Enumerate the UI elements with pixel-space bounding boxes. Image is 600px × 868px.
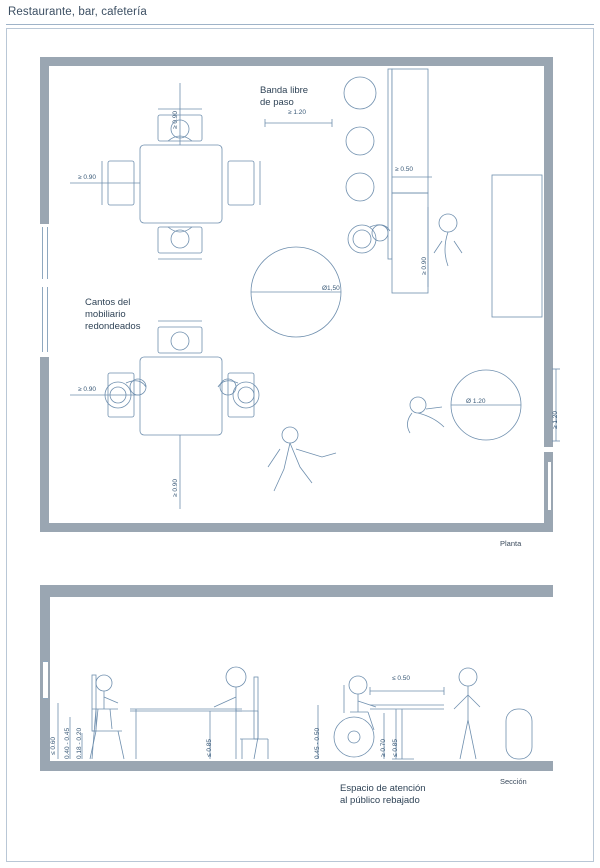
dim-table-top-090: ≥ 0.90	[172, 110, 179, 129]
dim-table2-left-090: ≥ 0.90	[78, 386, 97, 393]
dim-table-left-090: ≥ 0.90	[78, 174, 97, 181]
title-divider	[6, 24, 594, 25]
section-view	[40, 585, 560, 806]
dim-section-018-020: 0.18 - 0.20	[76, 727, 83, 759]
dim-circle-150: Ø1,50	[322, 285, 340, 292]
dim-table2-bottom-090: ≥ 0.90	[172, 478, 179, 497]
dim-section-barra-050: ≤ 0.50	[392, 675, 411, 682]
label-cantos: Cantos del mobiliario redondeados	[85, 297, 141, 332]
dim-section-060: ≤ 0.60	[50, 736, 57, 755]
label-banda-libre: Banda libre de paso	[260, 85, 309, 108]
dim-section-silla-070: ≥ 0.70	[380, 738, 387, 757]
section-linework	[40, 585, 560, 800]
dim-section-040-045: 0.40 - 0.45	[64, 727, 71, 759]
plan-view	[40, 57, 560, 548]
dim-section-barra-085: ≤ 0.85	[392, 738, 399, 757]
dim-barra-090: ≥ 0.90	[421, 256, 428, 275]
plan-caption: Planta	[500, 539, 522, 548]
dim-section-banda-045-050: 0.45 - 0.50	[314, 727, 321, 759]
page-title: Restaurante, bar, cafetería	[8, 6, 147, 18]
dim-circle-120: Ø 1.20	[466, 398, 486, 405]
dim-right-120: ≥ 1.20	[552, 410, 559, 429]
dim-section-mesa-085: ≤ 0.85	[206, 738, 213, 757]
label-atencion: Espacio de atención al público rebajado	[340, 783, 426, 806]
section-caption: Sección	[500, 777, 527, 786]
dim-banda-libre-120: ≥ 1.20	[288, 109, 307, 116]
dim-barra-050: ≥ 0.50	[395, 166, 414, 173]
